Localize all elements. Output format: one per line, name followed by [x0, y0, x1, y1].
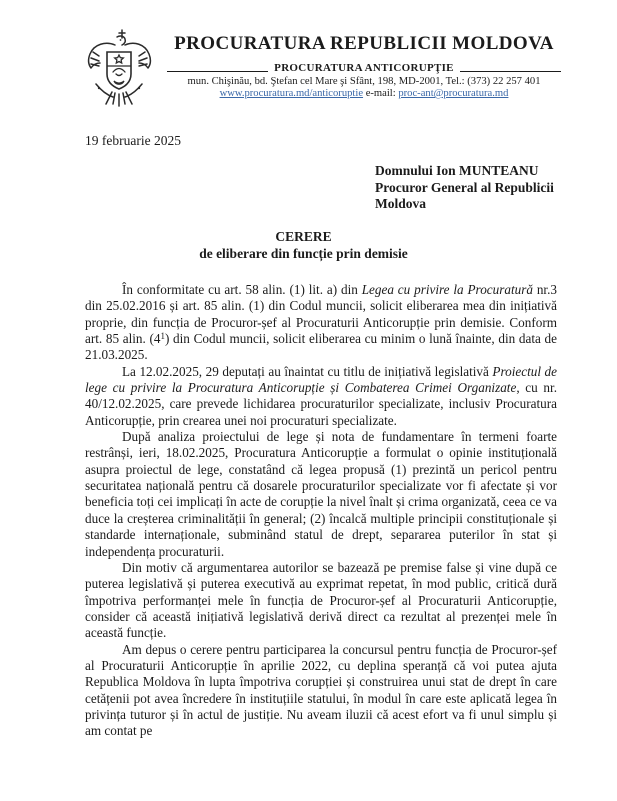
paragraph-3: După analiza proiectului de lege și nota de fundamentare în termeni foarte restrânși, ieri, 18.02.2025, Procuratura Anticorupție a formulat o opinie instituțională asupra proiectul de lege, constatând că legea propusă (1) prezintă un pericol pentru securitatea națională pentru că dosarele procuraturilor specializate vor fi afectate și vor beneficia toți cei implicați în acte de corupție la nivel înalt și crima organizată, ceea ce va duce la creșterea criminalității în general; (2) încalcă multiple principii constituționale și standarde internaționale, subminând statul de drept, separarea puterilor în stat și independența procuraturii.: [85, 429, 557, 559]
paragraph-2-text: La 12.02.2025, 29 deputați au înaintat cu titlu de inițiativă legislativă: [122, 363, 493, 379]
paragraph-2: [85, 364, 557, 429]
document-title-subheading: de eliberare din funcție prin demisie: [199, 245, 408, 261]
letter-body: [85, 282, 557, 740]
website-link[interactable]: www.procuratura.md/anticoruptie: [219, 88, 364, 99]
email-label: e-mail:: [365, 88, 396, 99]
document-title-heading: CERERE: [275, 229, 332, 244]
paragraph-5: Am depus o cerere pentru participarea la concursul pentru funcția de Procuror-șef al Procuraturii Anticorupție în aprilie 2022, cu deplina speranță că voi putea ajuta Republica Moldova în lupta împotriva corupției și construirea unui stat de drept în care cetățenii pot avea încredere în instituțiile statului, în modul în care este aplicată legea în privința tuturor și în actul de justiție. Nu aveam iluzii că acest efort va fi unul simplu și am contat pe: [85, 641, 557, 739]
letterhead: [84, 28, 561, 110]
addressee-name: Domnului Ion MUNTEANU: [375, 163, 539, 178]
division-title: PROCURATURA ANTICORUPŢIE: [274, 62, 454, 74]
paragraph-1: [85, 282, 557, 364]
paragraph-1-text: ) din Codul muncii, solicit eliberarea cu minim o lună înainte, din data de 21.03.2025.: [85, 331, 557, 363]
division-rule-left: [167, 71, 268, 72]
email-link[interactable]: proc-ant@procuratura.md: [398, 88, 509, 99]
letter-date: 19 februarie 2025: [85, 133, 181, 148]
document-title: [0, 229, 607, 262]
org-address: mun. Chişinău, bd. Ştefan cel Mare şi Sfânt, 198, MD-2001, Tel.: (373) 22 257 401: [187, 76, 541, 87]
paragraph-2-bill-title: Proiectul de lege cu privire la Procuratura Anticorupție și Combaterea Crimei Organizate: [85, 363, 557, 396]
paragraph-1-text: În conformitate cu art. 58 alin. (1) lit. a) din: [122, 282, 362, 297]
paragraph-4: Din motiv că argumentarea autorilor se bazează pe premise false și vine după ce puterea legislativă și puterea executivă au exprimat repetat, în mod public, critică dură împotriva performanței mele în funcția de Procuror-șef al Procuraturii Anticorupție, consider că această inițiativă legislativă derivă direct ca rezultat al prezenței mele în această funcție.: [85, 559, 557, 641]
division-rule-right: [460, 71, 561, 72]
org-contacts: [167, 88, 561, 99]
addressee-role: Procuror General al Republicii: [375, 179, 554, 195]
paragraph-1-superscript: 1: [160, 331, 165, 342]
addressee-country: Moldova: [375, 196, 427, 212]
division-row: [167, 62, 561, 74]
paragraph-1-text: nr.3 din 25.02.2016 și art. 85 alin. (1) din Codul muncii, solicit eliberarea mea din inițiativă proprie, din funcția de Procuror-șef al Procuraturii Anticorupție prin demisie. Conform art. 85 alin. (4: [85, 282, 557, 347]
paragraph-1-law-title: Legea cu privire la Procuratură: [361, 282, 533, 297]
moldova-coat-of-arms-icon: [84, 28, 154, 110]
paragraph-2-text: , cu nr. 40/12.02.2025, care prevede lichidarea procuraturilor specializate, inclusiv Procuratura Anticorupție, prin crearea unei noi procuraturi specializate.: [85, 380, 557, 428]
addressee-block: [375, 163, 565, 213]
letterhead-text: [167, 28, 561, 110]
org-title: PROCURATURA REPUBLICII MOLDOVA: [174, 33, 554, 54]
